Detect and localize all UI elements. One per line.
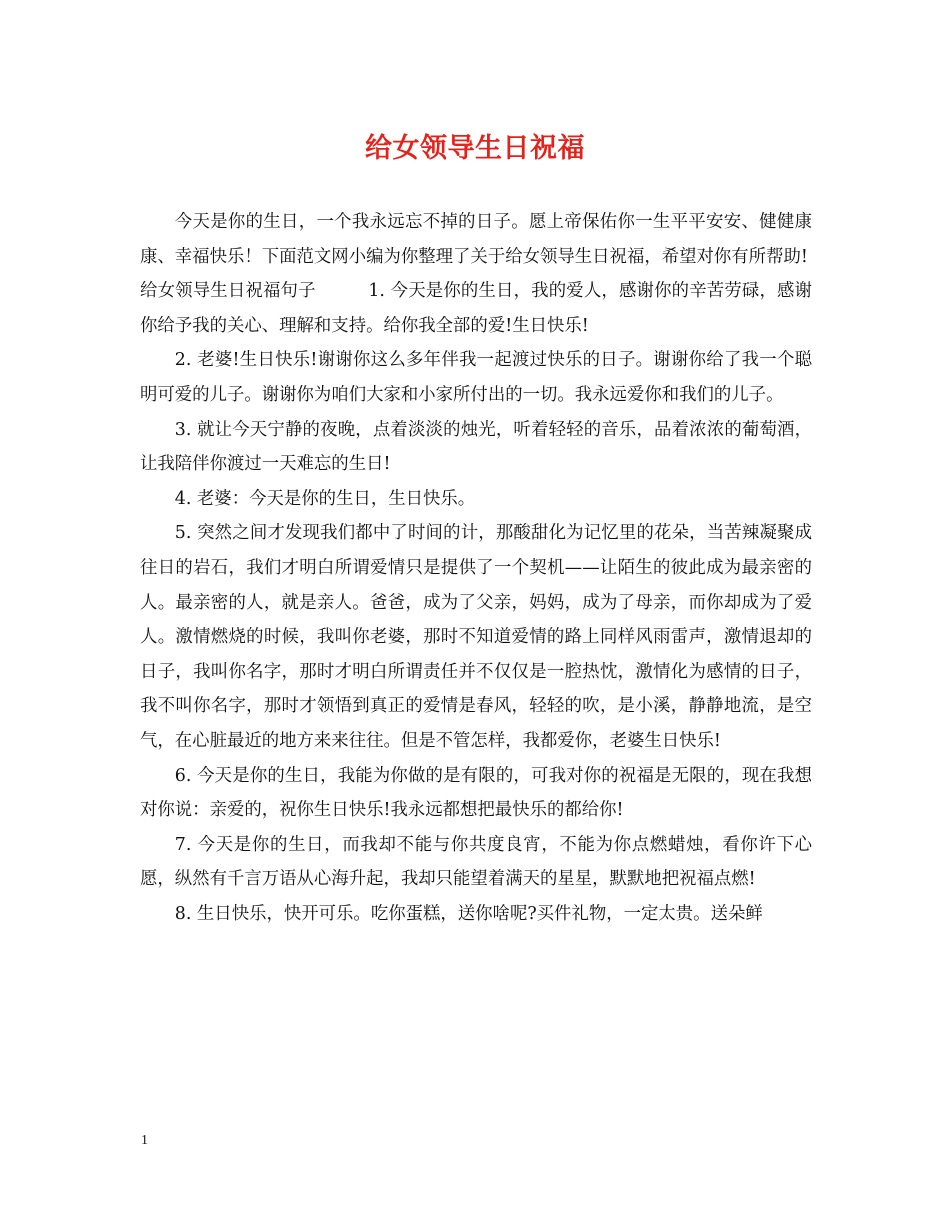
page-number: 1: [141, 1133, 148, 1148]
wish-paragraph-3: 3. 就让今天宁静的夜晚，点着淡淡的烛光，听着轻轻的音乐，品着浓浓的葡萄酒，让我陪伴你渡过一天难忘的生日!: [140, 419, 812, 475]
document-body: [140, 205, 812, 931]
wish-paragraph-6: 6. 今天是你的生日，我能为你做的是有限的，可我对你的祝福是无限的，现在我想对你说：亲爱的，祝你生日快乐!我永远都想把最快乐的都给你!: [140, 765, 812, 821]
wish-paragraph-4: 4. 老婆：今天是你的生日，生日快乐。: [174, 488, 476, 509]
section-heading-paragraph: 给女领导生日祝福句子 1. 今天是你的生日，我的爱人，感谢你的辛苦劳碌，感谢你给予我的关心、理解和支持。给你我全部的爱!生日快乐!: [140, 281, 812, 336]
document-title: 给女领导生日祝福: [365, 133, 585, 164]
wish-paragraph-7: 7. 今天是你的生日，而我却不能与你共度良宵，不能为你点燃蜡烛，看你许下心愿，纵然有千言万语从心海升起，我却只能望着满天的星星，默默地把祝福点燃!: [140, 834, 812, 890]
wish-paragraph-8: 8. 生日快乐，快开可乐。吃你蛋糕，送你啥呢?买件礼物，一定太贵。送朵鲜: [174, 903, 763, 924]
wish-paragraph-2: 2. 老婆!生日快乐!谢谢你这么多年伴我一起渡过快乐的日子。谢谢你给了我一个聪明可爱的儿子。谢谢你为咱们大家和小家所付出的一切。我永远爱你和我们的儿子。: [140, 350, 812, 405]
wish-paragraph-5: 5. 突然之间才发现我们都中了时间的计，那酸甜化为记忆里的花朵，当苦辣凝聚成往日的岩石，我们才明白所谓爱情只是提供了一个契机——让陌生的彼此成为最亲密的人。最亲密的人，就是亲人。爸爸，成为了父亲，妈妈，成为了母亲，而你却成为了爱人。激情燃烧的时候，我叫你老婆，那时不知道爱情的路上同样风雨雷声，激情退却的日子，我叫你名字，那时才明白所谓责任并不仅仅是一腔热忱，激情化为感情的日子，我不叫你名字，那时才领悟到真正的爱情是春风，轻轻的吹，是小溪，静静地流，是空气，在心脏最近的地方来来往往。但是不管怎样，我都爱你，老婆生日快乐!: [140, 523, 812, 751]
intro-paragraph: 今天是你的生日，一个我永远忘不掉的日子。愿上帝保佑你一生平平安安、健健康康、幸福快乐！下面范文网小编为你整理了关于给女领导生日祝福，希望对你有所帮助!: [140, 212, 812, 267]
